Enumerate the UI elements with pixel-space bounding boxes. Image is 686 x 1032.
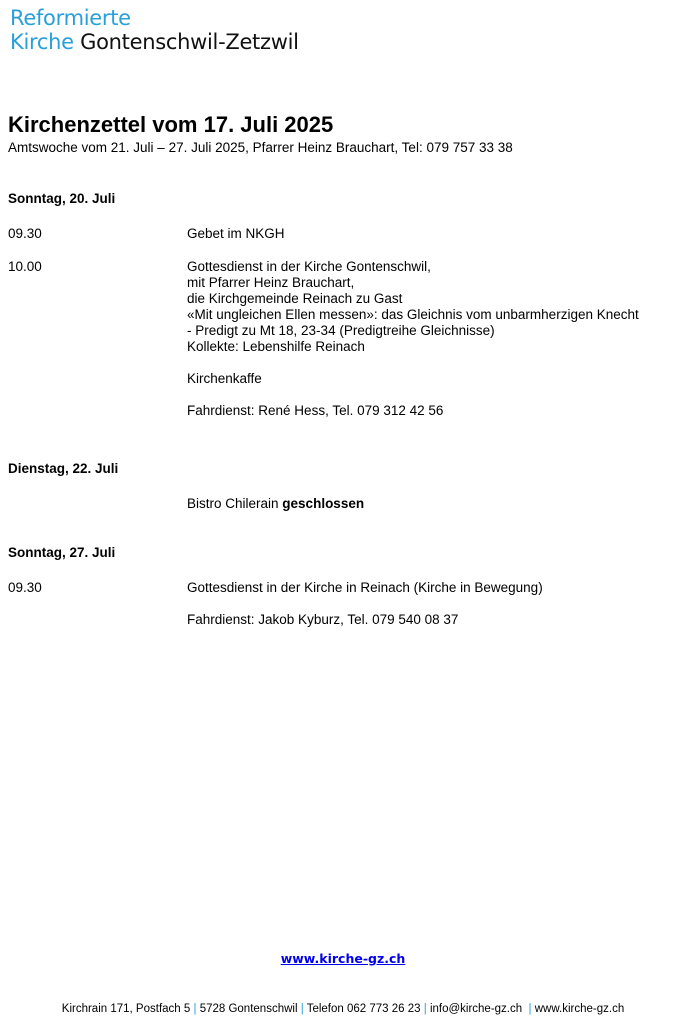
event-line: - Predigt zu Mt 18, 23-34 (Predigtreihe Gleichnisse) — [187, 323, 495, 338]
footer-address: Kirchrain 171, Postfach 5 — [61, 1003, 191, 1015]
day-heading-sunday-27: Sonntag, 27. Juli — [8, 545, 116, 560]
event-line: «Mit ungleichen Ellen messen»: das Gleichnis vom unbarmherzigen Knecht — [187, 307, 639, 322]
event-description — [187, 496, 364, 512]
event-time: 10.00 — [8, 259, 42, 274]
footer-separator: | — [528, 1003, 532, 1015]
event-line: Fahrdienst: Jakob Kyburz, Tel. 079 540 08 37 — [187, 612, 459, 627]
website-link[interactable]: www.kirche-gz.ch — [280, 951, 406, 966]
footer-separator: | — [193, 1003, 197, 1015]
logo-line-1: Reformierte — [10, 6, 131, 30]
event-line: Kollekte: Lebenshilfe Reinach — [187, 339, 365, 354]
event-time: 09.30 — [8, 226, 42, 241]
event-line: Gebet im NKGH — [187, 226, 285, 241]
event-line: die Kirchgemeinde Reinach zu Gast — [187, 291, 403, 306]
footer-web[interactable]: www.kirche-gz.ch — [534, 1003, 625, 1015]
footer-separator: | — [300, 1003, 304, 1015]
event-status-closed: geschlossen — [282, 496, 365, 511]
day-heading-tuesday-22: Dienstag, 22. Juli — [8, 461, 119, 476]
footer-separator: | — [423, 1003, 427, 1015]
footer-email[interactable]: info@kirche-gz.ch — [429, 1003, 523, 1015]
day-heading-sunday-20: Sonntag, 20. Juli — [8, 191, 116, 206]
event-line: Kirchenkaffe — [187, 371, 262, 386]
event-line: Gottesdienst in der Kirche in Reinach (Kirche in Bewegung) — [187, 580, 543, 595]
event-line: Gottesdienst in der Kirche Gontenschwil, — [187, 259, 431, 274]
event-description — [187, 226, 285, 242]
footer-phone: Telefon 062 773 26 23 — [306, 1003, 421, 1015]
church-logo — [10, 6, 299, 54]
document-title: Kirchenzettel vom 17. Juli 2025 — [8, 112, 334, 137]
document-subtitle: Amtswoche vom 21. Juli – 27. Juli 2025, Pfarrer Heinz Brauchart, Tel: 079 757 33 38 — [8, 140, 513, 155]
footer-contact — [0, 1002, 686, 1016]
logo-word-kirche: Kirche — [10, 30, 74, 54]
logo-line-2 — [10, 30, 299, 54]
event-description — [187, 259, 639, 419]
event-time: 09.30 — [8, 580, 42, 595]
event-line: Fahrdienst: René Hess, Tel. 079 312 42 56 — [187, 403, 444, 418]
event-text: Bistro Chilerain — [187, 496, 283, 511]
event-description — [187, 580, 543, 628]
footer-city: 5728 Gontenschwil — [199, 1003, 298, 1015]
logo-parish-name: Gontenschwil-Zetzwil — [73, 30, 299, 54]
event-line: mit Pfarrer Heinz Brauchart, — [187, 275, 355, 290]
